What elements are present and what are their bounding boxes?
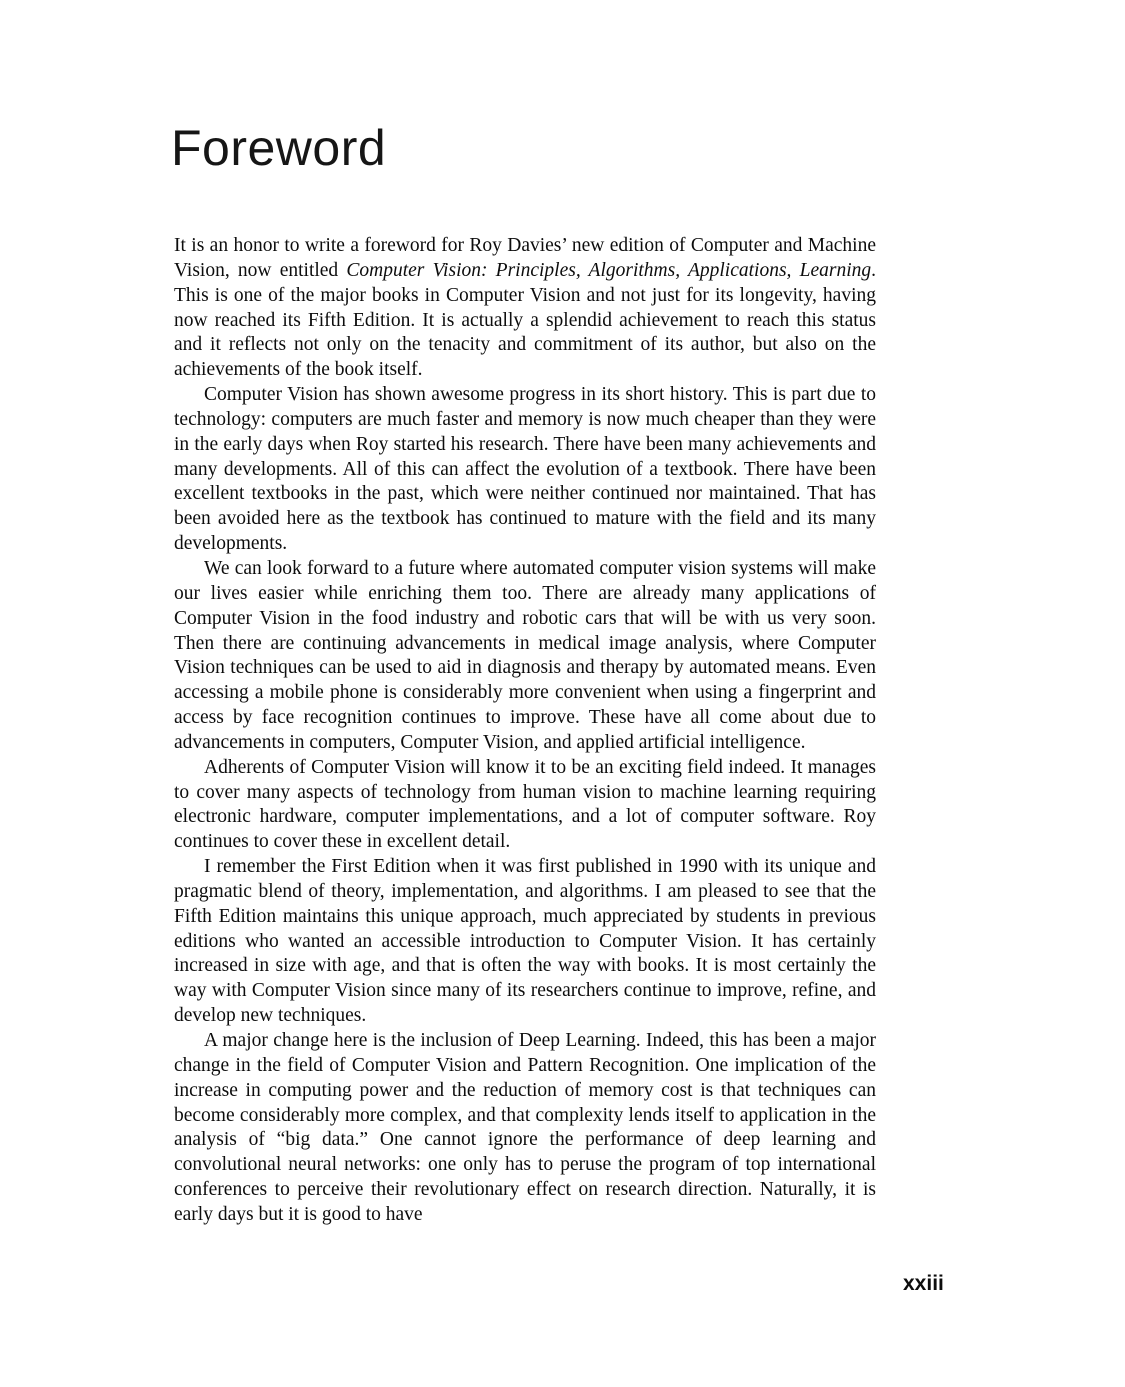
text-segment: I remember the First Edition when it was first published in 1990 with its unique and pragmatic blend of theory, implementation, and algorithms. I am pleased to see that the Fifth Edition maintains this unique approach, much appreciated by students in previous editions who wanted an accessible introduction to Computer Vision. It has certainly increased in size with age, and that is often the way with books. It is most certainly the way with Computer Vision since many of its researchers continue to improve, refine, and develop new techniques.	[174, 856, 876, 1027]
paragraph	[174, 756, 876, 855]
text-segment: A major change here is the inclusion of Deep Learning. Indeed, this has been a major change in the field of Computer Vision and Pattern Recognition. One implication of the increase in computing power and the reduction of memory cost is that techniques can become considerably more complex, and that complexity lends itself to application in the analysis of “big data.” One cannot ignore the performance of deep learning and convolutional neural networks: one only has to peruse the program of top international conferences to perceive their revolutionary effect on research direction. Naturally, it is early days but it is good to have	[174, 1030, 876, 1225]
page-title: Foreword	[171, 120, 387, 176]
italic-text-segment: Computer Vision: Principles, Algorithms, Applications, Learning	[346, 259, 872, 281]
paragraph	[174, 234, 876, 383]
text-segment: Adherents of Computer Vision will know it to be an exciting field indeed. It manages to cover many aspects of technology from human vision to machine learning requiring electronic hardware, computer implementations, and a lot of computer software. Roy continues to cover these in excellent detail.	[174, 756, 876, 853]
text-segment: . This is one of the major books in Computer Vision and not just for its longevity, having now reached its Fifth Edition. It is actually a splendid achievement to reach this status and it reflects not only on the tenacity and commitment of its author, but also on the achievements of the book itself.	[174, 259, 876, 381]
text-segment: We can look forward to a future where automated computer vision systems will make our lives easier while enriching them too. There are already many applications of Computer Vision in the food industry and robotic cars that will be with us very soon. Then there are continuing advancements in medical image analysis, where Computer Vision techniques can be used to aid in diagnosis and therapy by automated means. Even accessing a mobile phone is considerably more convenient when using a fingerprint and access by face recognition continues to improve. These have all come about due to advancements in computers, Computer Vision, and applied artificial intelligence.	[174, 557, 876, 753]
foreword-body	[174, 234, 876, 1228]
paragraph	[174, 557, 876, 756]
text-segment: Computer Vision has shown awesome progress in its short history. This is part due to technology: computers are much faster and memory is now much cheaper than they were in the early days when Roy started his research. There have been many achievements and many developments. All of this can affect the evolution of a textbook. There have been excellent textbooks in the past, which were neither continued nor maintained. That has been avoided here as the textbook has continued to mature with the field and its many developments.	[174, 384, 876, 555]
paragraph	[174, 383, 876, 557]
paragraph	[174, 855, 876, 1029]
page-number: xxiii	[903, 1272, 944, 1295]
text-segment: It is an honor to write a foreword for Roy Davies’ new edition of Computer and Machine Vision, now entitled	[174, 235, 876, 281]
paragraph	[174, 1029, 876, 1228]
page-content	[171, 120, 876, 1228]
